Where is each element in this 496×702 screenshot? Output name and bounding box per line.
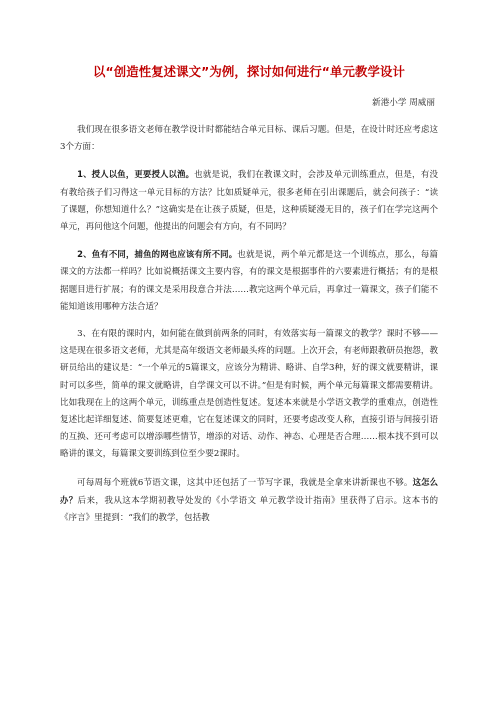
point-2-body: 也就是说，两个单元都是这一个训练点，那么，每篇课文的方法都一样吗？比如说概括课文主要内容，有的课文是根据事件的六要素进行概括；有的是根据题目进行扩展；有的课文是采用段意合并法……教完这两个单元后，再拿过一篇课文，孩子们能不能知道该用哪种方法合适？ <box>60 250 439 312</box>
closing-paragraph <box>60 474 438 528</box>
document-page <box>60 62 438 537</box>
point-2-heading: 鱼有不同，捕鱼的网也应该有所不同。 <box>91 249 238 260</box>
closing-text-after: 后来，我从这本学期初教导处发的《小学语文 单元教学设计指南》里获得了启示。这本书的《序言》里提到：“我们的教学，包括教 <box>60 495 438 524</box>
point-2-paragraph <box>60 246 438 316</box>
closing-bold-question: 这怎么办？ <box>60 476 439 505</box>
point-2-number: 2、 <box>77 249 92 260</box>
point-1-heading: 授人以鱼，更要授人以渔。 <box>91 169 195 180</box>
intro-paragraph: 我们现在很多语文老师在教学设计时都能结合单元目标、课后习题。但是，在设计时还应考虑这3个方面： <box>60 125 438 153</box>
point-1-number: 1、 <box>77 169 92 180</box>
point-1-paragraph <box>60 166 438 236</box>
point-3-paragraph: 3、在有限的课时内，如何能在做到前两条的同时，有效落实每一篇课文的教学？课时不够——这是现在很多语文老师，尤其是高年级语文老师最头疼的问题。上次开会，有老师跟教研员抱怨，教研员给出的建议是：“一个单元的5篇课文，应该分为精讲、略讲、自学3种，好的课文就要精讲，课时可以多些，简单的课文就略讲，自学课文可以不讲。”但是有时候，两个单元每篇课文都需要精讲。比如我现在上的这两个单元，训练重点是创造性复述。复述本来就是小学语文教学的重难点，创造性复述比起详细复述、简要复述更难，它在复述课文的同时，还要考虑改变人称，直接引语与间接引语的互换、还可考虑可以增添哪些情节，增添的对话、动作、神态、心理是否合理……根本找不到可以略讲的课文，每篇课文要训练到位至少要2课时。 <box>60 329 438 460</box>
closing-text-before: 可每周每个班就6节语文课，这其中还包括了一节写字课，我就是全拿来讲新课也不够。 <box>77 477 413 488</box>
point-1-body: 也就是说，我们在教课文时，会涉及单元训练重点，但是，有没有教给孩子们习得这一单元目标的方法？比如质疑单元，很多老师在引出课题后，就会问孩子：“读了课题，你想知道什么？”这确实是在让孩子质疑，但是，这种质疑漫无目的，孩子们在学完这两个单元，再问他这个问题，他提出的问题会有方向，有不同吗？ <box>60 170 439 233</box>
document-title: 以“创造性复述课文”为例，探讨如何进行“单元教学设计 <box>92 64 405 79</box>
author-line: 新港小学 周威丽 <box>372 98 435 108</box>
